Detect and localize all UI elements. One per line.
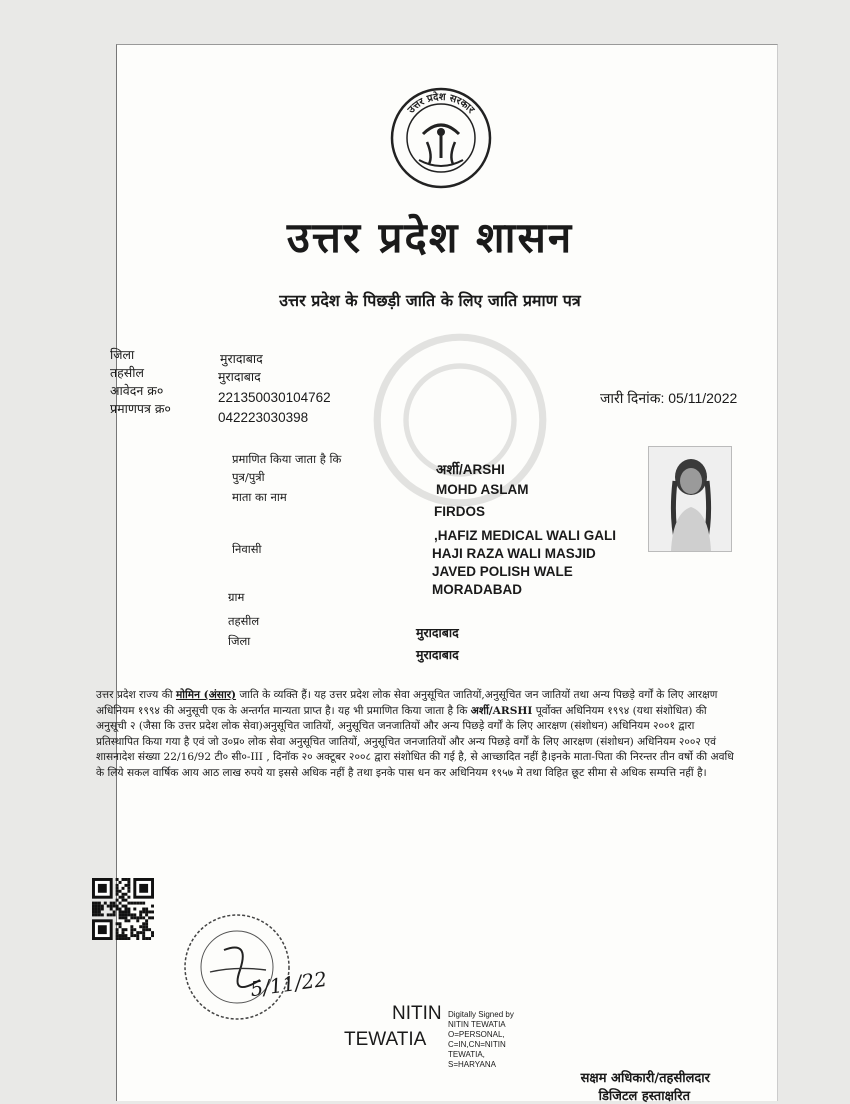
mother-name: FIRDOS [434, 504, 486, 519]
digital-sign-label: डिजिटल हस्ताक्षरित [598, 1089, 690, 1104]
district-label-2: जिला [228, 634, 251, 648]
application-label: आवेदन क्र० [110, 383, 164, 398]
sig-meta-5: TEWATIA, [448, 1050, 485, 1059]
district-value: मुरादाबाद [220, 351, 263, 366]
signer-name-line-1: NITIN [392, 1003, 442, 1024]
tehsil-label: तहसील [110, 365, 144, 380]
body-applicant-name: अर्शी/ARSHI [470, 704, 533, 717]
issue-date: जारी दिनांक: 05/11/2022 [600, 390, 738, 406]
certify-label: प्रमाणित किया जाता है कि [232, 452, 342, 466]
sig-meta-3: O=PERSONAL, [448, 1030, 505, 1039]
parent-name: MOHD ASLAM [436, 482, 529, 497]
svg-text:उत्तर प्रदेश सरकार: उत्तर प्रदेश सरकार [405, 91, 477, 116]
page-title: उत्तर प्रदेश शासन [286, 213, 574, 262]
application-number: 221350030104762 [218, 390, 331, 405]
district-label: जिला [110, 347, 135, 362]
up-government-emblem [389, 86, 493, 190]
tehsil-value-2: मुरादाबाद [416, 625, 459, 640]
body-text-2: जाति के व्यक्ति हैं। यह उत्तर प्रदेश लोक सेवा अनुसूचित जातियों,अनुसूचित जन जातियों तथा अन्य पिछड़े वर्गों के लिए आरक्षण अधिनियम १९९४ की अनुसूची एक के अन्तर्गत मान्यता प्राप्त है। यह भी प्रमाणित किया जाता है कि [96, 689, 718, 717]
seal-date: 5/11/22 [248, 966, 329, 1002]
applicant-photo [648, 446, 732, 552]
address-line-3: JAVED POLISH WALE [432, 564, 573, 579]
sig-meta-4: C=IN,CN=NITIN [448, 1040, 506, 1049]
address-line-1: ,HAFIZ MEDICAL WALI GALI [434, 528, 616, 543]
certificate-label: प्रमाणपत्र क्र० [110, 401, 171, 416]
qr-code-icon[interactable] [92, 878, 154, 940]
sig-meta-6: S=HARYANA [448, 1060, 496, 1069]
tehsil-label-2: तहसील [228, 614, 260, 628]
district-value-2: मुरादाबाद [416, 647, 459, 662]
applicant-photo-icon [649, 447, 731, 551]
body-text-3: पूर्वोक्त अधिनियम १९९४ (यथा संशोधित) की अनुसूची २ (जैसा कि उत्तर प्रदेश लोक सेवा)अनुसूचित जातियों, अनुसूचित जनजातियों और अन्य पिछड़े वर्गों के लिए आरक्षण (संशोधन) अधिनियम २००१ द्वारा प्रतिस्थापित किया गया है एवं जो उ०प्र० लोक सेवा अनुसूचित जातियों, अनुसूचित जनजातियों और अन्य पिछड़े वर्गों के लिए आरक्षण (संशोधन) अधिनियम २००२ एवं शासनादेश संख्या 22/16/92 टी० सी०-III , दिनॉक २० अक्टूबर २००८ द्वारा संशोधित की गई है, से आच्छादित नहीं है।इनके माता-पिता की निरन्तर तीन वर्षो की अवधि के लिये सकल वार्षिक आय आठ लाख रुपये या इससे अधिक नहीं है तथा इनके पास धन कर अधिनियम १९५७ मे तथा विहित छूट सीमा से अधिक सम्पत्ति नहीं है। [96, 704, 734, 779]
applicant-name: अर्शी/ARSHI [436, 462, 505, 477]
certificate-subtitle: उत्तर प्रदेश के पिछड़ी जाति के लिए जाति प्रमाण पत्र [279, 291, 581, 310]
village-label: ग्राम [228, 590, 245, 604]
mother-label: माता का नाम [232, 490, 287, 504]
tehsil-value: मुरादाबाद [218, 369, 261, 384]
up-government-emblem-icon [389, 86, 493, 190]
digital-signature-details [448, 1010, 514, 1070]
sig-meta-2: NITIN TEWATIA [448, 1020, 506, 1029]
certificate-number: 042223030398 [218, 410, 309, 425]
tehsil-seal-icon [180, 910, 295, 1025]
address-line-4: MORADABAD [432, 582, 522, 597]
address-line-2: HAJI RAZA WALI MASJID [432, 546, 596, 561]
caste-name: मोमिन (अंसार) [175, 689, 237, 701]
body-text-1: उत्तर प्रदेश राज्य की [96, 689, 176, 701]
tehsil-seal [180, 910, 295, 1025]
officer-designation: सक्षम अधिकारी/तहसीलदार [580, 1071, 710, 1086]
qr-code[interactable] [92, 878, 154, 940]
signer-name-line-2: TEWATIA [344, 1029, 427, 1050]
resident-label: निवासी [232, 542, 262, 556]
certificate-body [96, 688, 736, 782]
sig-meta-1: Digitally Signed by [448, 1010, 514, 1019]
parent-label: पुत्र/पुत्री [232, 470, 265, 484]
